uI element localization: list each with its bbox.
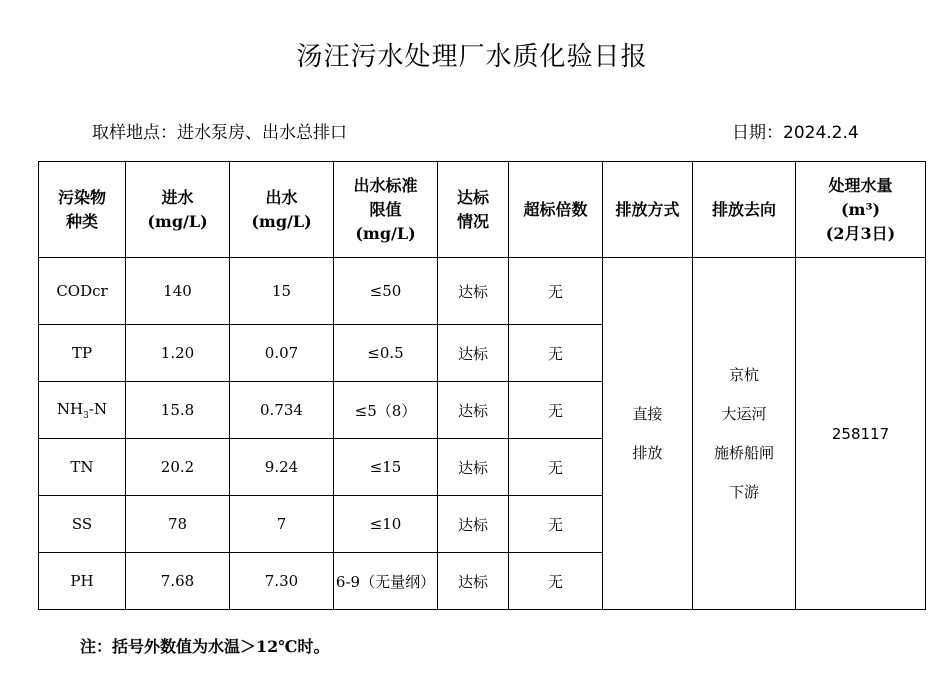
volume-cell: 258117	[796, 258, 926, 610]
header-type: 污染物 种类	[39, 162, 126, 258]
effluent-cell: 9.24	[230, 439, 334, 496]
limit-cell: ≤10	[334, 496, 438, 553]
header-status: 达标 情况	[438, 162, 509, 258]
influent-cell: 20.2	[126, 439, 230, 496]
status-cell: 达标	[438, 325, 509, 382]
param-cell: TP	[39, 325, 126, 382]
report-date: 日期：2024.2.4	[732, 123, 859, 143]
status-cell: 达标	[438, 382, 509, 439]
limit-cell: ≤5（8）	[334, 382, 438, 439]
footnote: 注：括号外数值为水温＞12℃时。	[80, 637, 330, 656]
header-volume: 处理水量 (m³) (2月3日)	[796, 162, 926, 258]
header-discharge-dest: 排放去向	[693, 162, 796, 258]
header-effluent: 出水 (mg/L)	[230, 162, 334, 258]
limit-cell: ≤50	[334, 258, 438, 325]
header-influent: 进水 (mg/L)	[126, 162, 230, 258]
influent-cell: 78	[126, 496, 230, 553]
header-row	[39, 162, 926, 258]
exceed-cell: 无	[509, 439, 603, 496]
effluent-cell: 0.07	[230, 325, 334, 382]
exceed-cell: 无	[509, 258, 603, 325]
table-row	[39, 258, 926, 325]
exceed-cell: 无	[509, 496, 603, 553]
header-limit: 出水标准 限值 (mg/L)	[334, 162, 438, 258]
status-cell: 达标	[438, 553, 509, 610]
exceed-cell: 无	[509, 382, 603, 439]
param-cell: $NH_3-N$	[39, 382, 126, 439]
param-cell: CODcr	[39, 258, 126, 325]
param-cell: PH	[39, 553, 126, 610]
status-cell: 达标	[438, 496, 509, 553]
influent-cell: 1.20	[126, 325, 230, 382]
effluent-cell: 7.30	[230, 553, 334, 610]
influent-cell: 140	[126, 258, 230, 325]
effluent-cell: 7	[230, 496, 334, 553]
exceed-cell: 无	[509, 325, 603, 382]
report-title: 汤汪污水处理厂水质化验日报	[296, 42, 648, 72]
param-cell: TN	[39, 439, 126, 496]
header-discharge-method: 排放方式	[603, 162, 693, 258]
water-quality-table	[38, 161, 926, 610]
effluent-cell: 15	[230, 258, 334, 325]
limit-cell: 6-9（无量纲）	[334, 553, 438, 610]
status-cell: 达标	[438, 258, 509, 325]
status-cell: 达标	[438, 439, 509, 496]
discharge-method-cell: 直接 排放	[603, 258, 693, 610]
influent-cell: 15.8	[126, 382, 230, 439]
effluent-cell: 0.734	[230, 382, 334, 439]
exceed-cell: 无	[509, 553, 603, 610]
sampling-location: 取样地点：进水泵房、出水总排口	[92, 123, 347, 143]
param-cell: SS	[39, 496, 126, 553]
discharge-dest-cell: 京杭 大运河 施桥船闸 下游	[693, 258, 796, 610]
influent-cell: 7.68	[126, 553, 230, 610]
limit-cell: ≤0.5	[334, 325, 438, 382]
limit-cell: ≤15	[334, 439, 438, 496]
header-exceed: 超标倍数	[509, 162, 603, 258]
